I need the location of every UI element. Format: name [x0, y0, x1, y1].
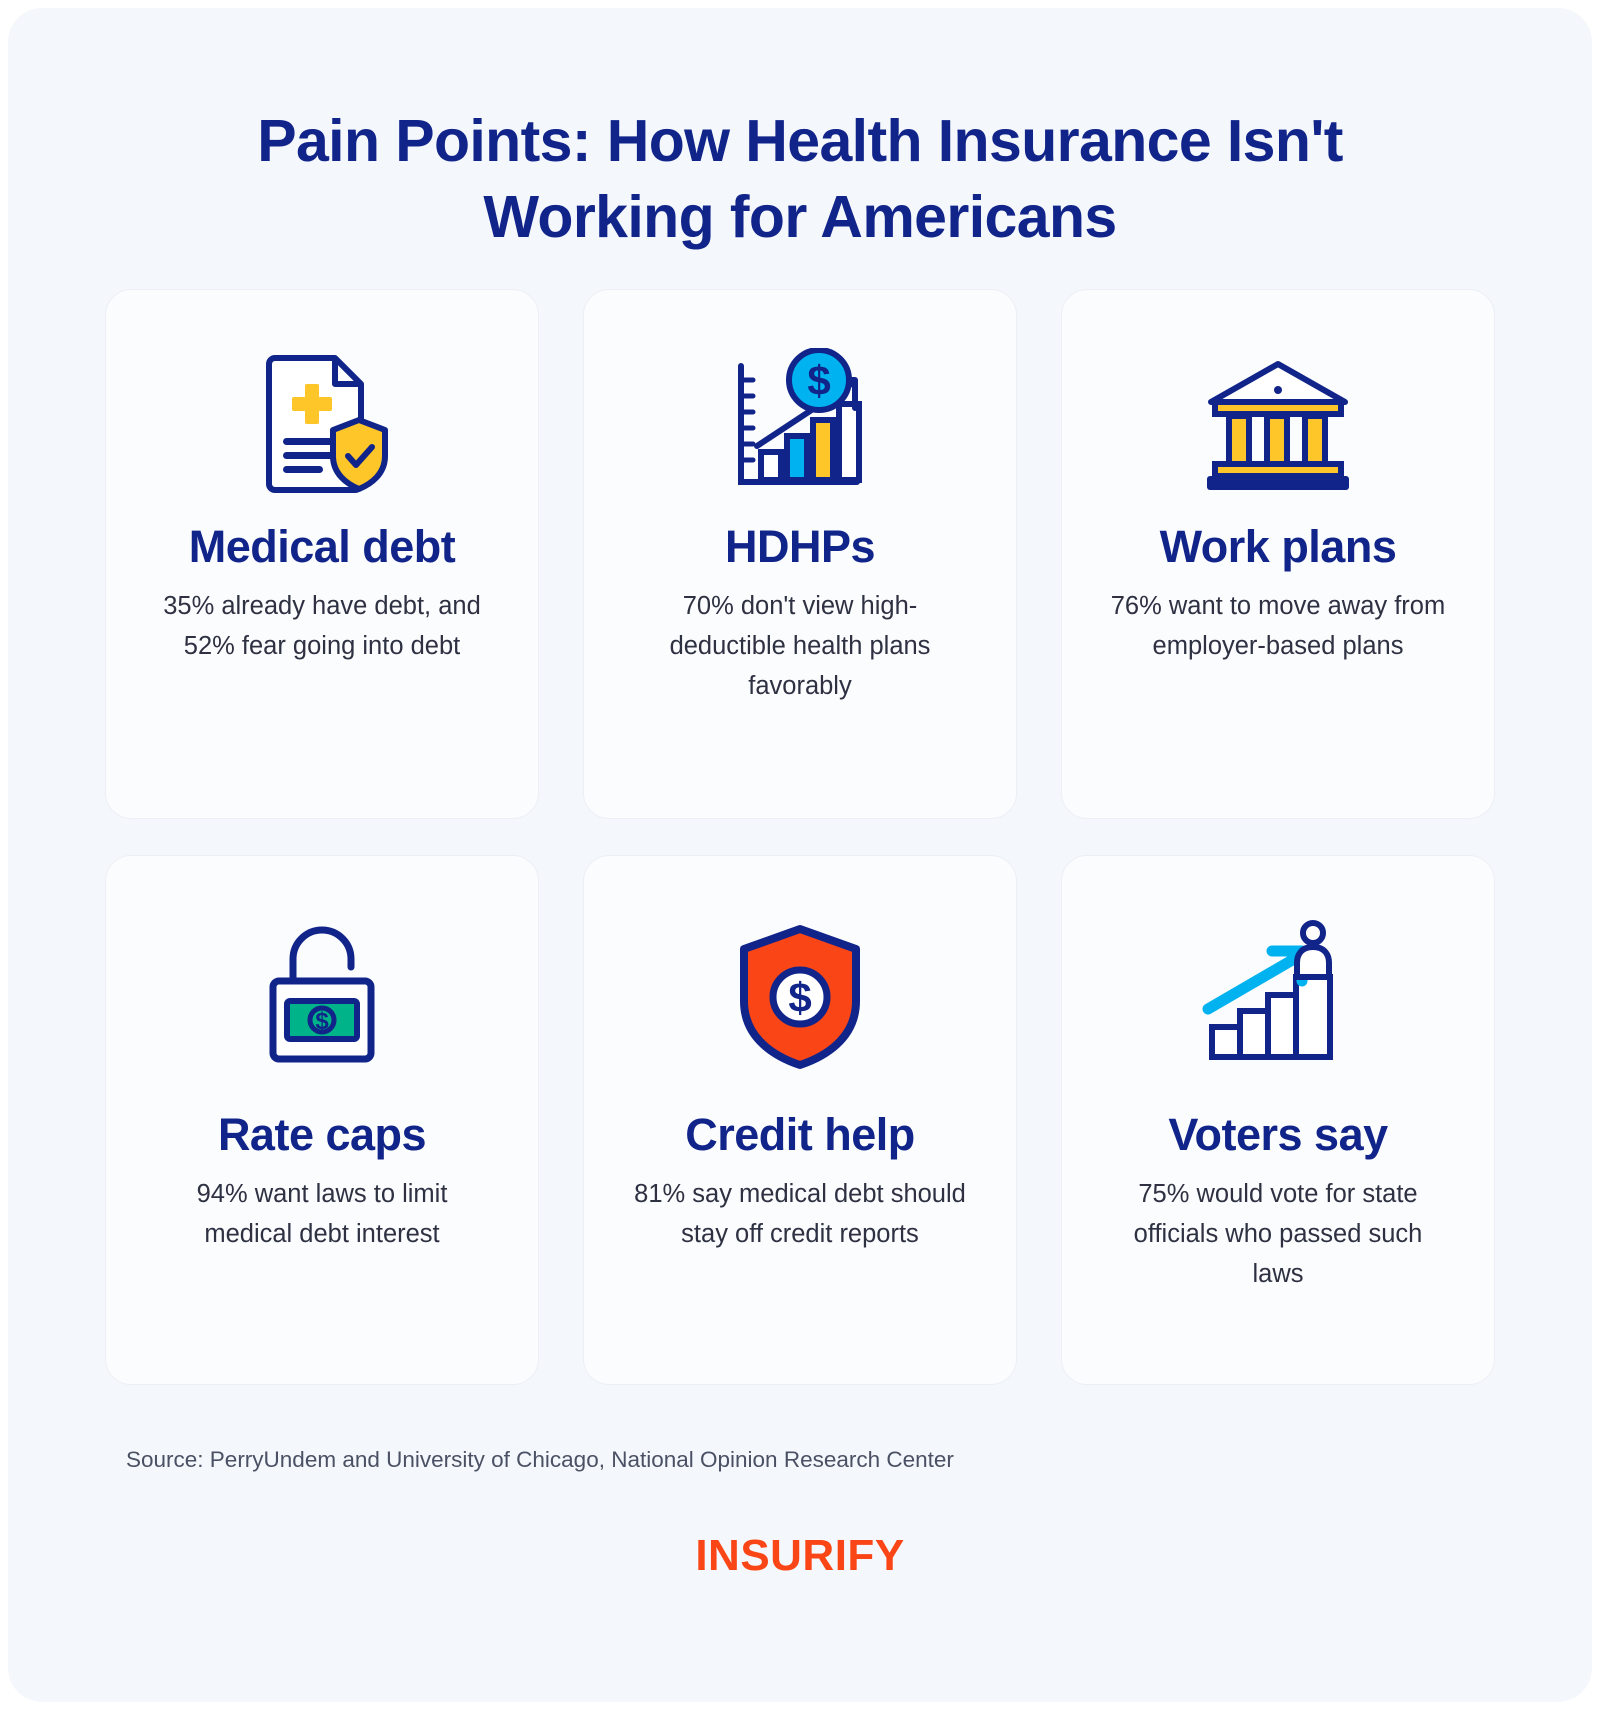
card-text: 75% would vote for state officials who passed such laws [1133, 1179, 1423, 1289]
card-title: Rate caps [217, 1109, 427, 1161]
card-title: HDHPs [724, 521, 876, 573]
card-rate-caps [105, 855, 539, 1385]
bank-building-icon [1201, 330, 1356, 520]
infographic-root [8, 8, 1592, 1702]
card-text: 35% already have debt, and 52% fear going into debt [163, 591, 481, 660]
card-text: 76% want to move away from employer-based plans [1110, 591, 1446, 660]
card-work-plans [1061, 289, 1495, 819]
dollar-shield-icon [730, 896, 870, 1096]
cards-grid [105, 289, 1495, 1385]
logo-text: INSURIFY [695, 1531, 905, 1581]
money-padlock-icon [247, 896, 397, 1096]
card-credit-help [583, 855, 1017, 1385]
dollar-growth-chart-icon [723, 330, 878, 520]
card-title: Credit help [685, 1109, 915, 1161]
card-text: 94% want laws to limit medical debt interest [196, 1179, 448, 1248]
card-title: Work plans [1159, 521, 1397, 573]
card-medical-debt [105, 289, 539, 819]
card-text: 70% don't view high-deductible health plans favorably [669, 591, 931, 701]
svg-text:$: $ [788, 973, 812, 1021]
card-hdhps [583, 289, 1017, 819]
source-note: Source: PerryUndem and University of Chicago, National Opinion Research Center [126, 1447, 954, 1473]
medical-document-shield-icon [247, 330, 397, 520]
card-text: 81% say medical debt should stay off credit reports [634, 1179, 966, 1248]
page-title: Pain Points: How Health Insurance Isn't Working for Americans [257, 108, 1343, 250]
card-title: Voters say [1168, 1109, 1388, 1161]
bar-chart-person-arrow-icon [1198, 896, 1358, 1096]
card-voters-say [1061, 855, 1495, 1385]
svg-text:$: $ [315, 1007, 329, 1035]
insurify-logo [8, 1531, 1592, 1581]
card-title: Medical debt [188, 521, 456, 573]
svg-text:$: $ [806, 356, 831, 404]
